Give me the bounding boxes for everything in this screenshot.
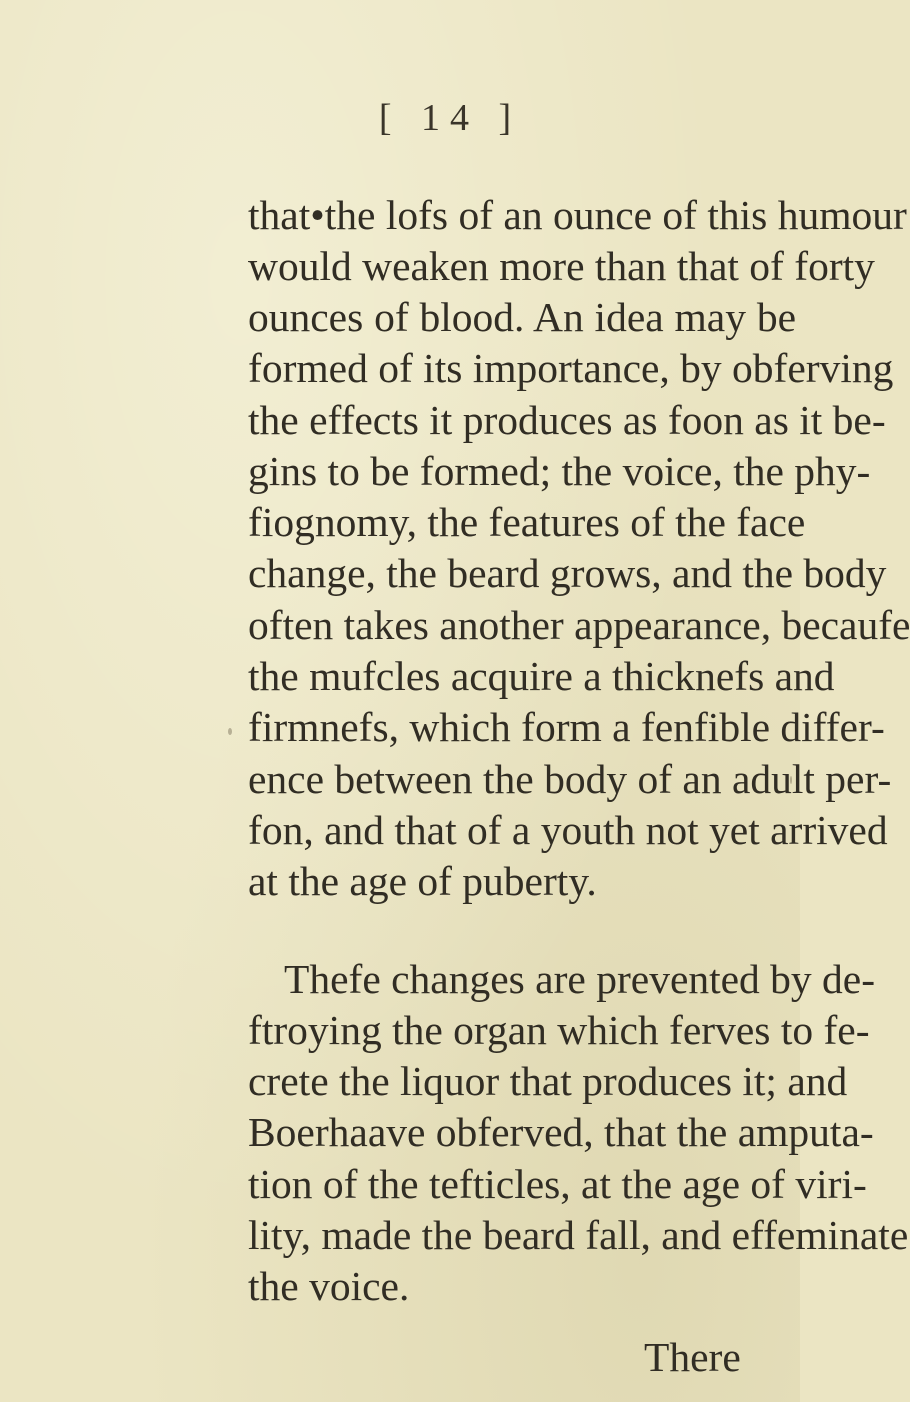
text-line: ence between the body of an adult per- [248,756,892,802]
text-line: tion of the tefticles, at the age of viri- [248,1161,867,1207]
page-number: [ 14 ] [378,97,522,139]
text-line: ftroying the organ which ferves to fe- [248,1007,870,1053]
text-line: Boerhaave obferved, that the amputa- [248,1109,874,1155]
text-line: formed of its importance, by obferving [248,345,894,391]
text-line: gins to be formed; the voice, the phy- [248,448,871,494]
text-line: crete the liquor that produces it; and [248,1058,848,1104]
text-line: ounces of blood. An idea may be [248,294,796,340]
text-line: would weaken more than that of forty [248,243,875,289]
text-line: fiognomy, the features of the face [248,499,806,545]
text-line: lity, made the beard fall, and effeminate [248,1212,909,1258]
text-line: the effects it produces as foon as it be- [248,397,886,443]
text-line: change, the beard grows, and the body [248,550,887,596]
text-line: often takes another appearance, becaufe [248,602,910,648]
text-line: that•the lofs of an ounce of this humour [248,192,907,238]
text-line: firmnefs, which form a fenfible differ- [248,704,885,750]
text-line: at the age of puberty. [248,858,597,904]
ink-speck [640,210,643,213]
text-line: the voice. [248,1263,410,1309]
text-line: Thefe changes are prevented by de- [284,956,876,1002]
ink-speck [790,776,792,784]
ink-speck [228,728,232,735]
catchword: There [644,1334,741,1380]
text-line: fon, and that of a youth not yet arrived [248,807,888,853]
text-line: the mufcles acquire a thicknefs and [248,653,835,699]
